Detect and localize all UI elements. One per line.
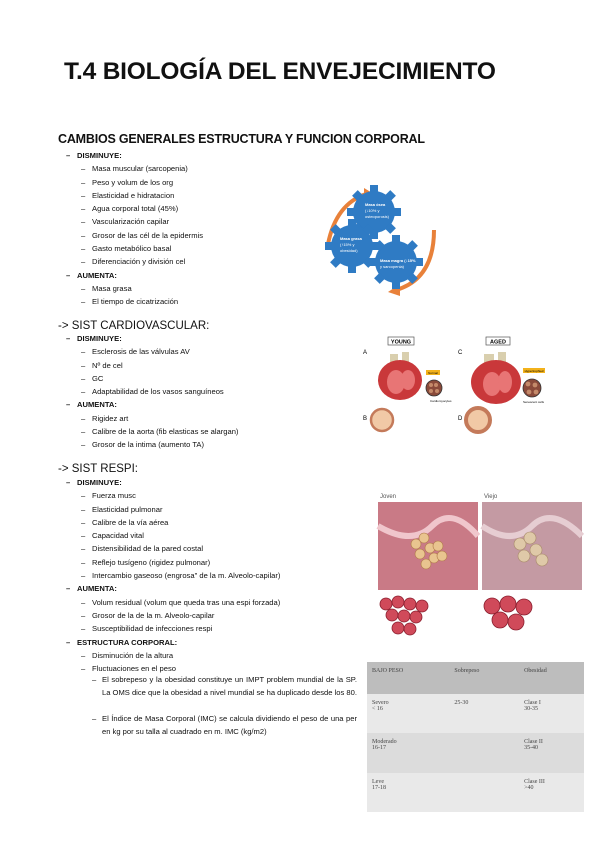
imc-paragraph: – El Índice de Masa Corporal (IMC) se calcula dividiendo el peso de una per en kg por su talla al cuadrado en m. IMC (kg/m2)	[92, 714, 357, 736]
cardio-disminuye-list	[66, 345, 356, 398]
imc-cell: Moderado 16-17	[367, 733, 449, 772]
respi-disminuye-list	[66, 489, 356, 582]
aged-cells	[523, 379, 541, 397]
general-disminuye-heading: – DISMINUYE:	[66, 151, 122, 160]
heart-young-aged-figure	[360, 336, 558, 434]
list-item: – Susceptibilidad de infecciones respi	[81, 624, 213, 634]
young-vessel	[371, 409, 393, 431]
gear3-line2: y sarcopenia)	[380, 264, 405, 269]
general-aumenta-list	[66, 282, 356, 309]
cardio-disminuye-heading: – DISMINUYE:	[66, 334, 122, 343]
imc-cell: 25-30	[449, 694, 519, 733]
list-item: – Agua corporal total (45%)	[81, 204, 179, 214]
list-item: – Grosor de la intima (aumento TA)	[81, 440, 204, 450]
list-item: – Grosor de la de la m. Alveolo-capilar	[81, 610, 215, 620]
list-item: – El tiempo de cicatrización	[81, 297, 179, 307]
estructura-heading: – ESTRUCTURA CORPORAL:	[66, 637, 178, 647]
gear1-line2: (↓10% y	[365, 208, 380, 213]
imc-cell	[449, 733, 519, 772]
list-item: – Fuerza musc	[81, 491, 136, 501]
imc-header: Sobrepeso	[449, 662, 519, 694]
general-disminuye-list	[66, 162, 356, 268]
list-item: – Esclerosis de las válvulas AV	[81, 347, 190, 357]
list-item: – Masa muscular (sarcopenia)	[81, 164, 188, 174]
list-item: – Capacidad vital	[81, 531, 144, 541]
aged-cells-caption: Senescent cells	[523, 400, 545, 404]
young-cells-caption: Cardiomyocytes	[430, 399, 452, 403]
list-item: – Elasticidad e hidratacion	[81, 190, 175, 200]
gear2-line3: obesidad)	[340, 248, 358, 253]
imc-cell: Clase I 30-35	[519, 694, 584, 733]
young-heart	[378, 352, 422, 400]
cardio-list	[66, 332, 356, 452]
section-respi-title: -> SIST RESPI:	[58, 463, 138, 475]
respi-aumenta-heading: – AUMENTA:	[66, 584, 117, 594]
imc-table	[367, 662, 584, 812]
imc-header: BAJO PESO	[367, 662, 449, 694]
list-item: – Rigidez art	[81, 413, 129, 423]
imc-cell: Clase III >40	[519, 773, 584, 812]
imc-row	[367, 773, 584, 812]
list-item: – Adaptabilidad de los vasos sanguíneos	[81, 387, 224, 397]
list-item: – Elasticidad pulmonar	[81, 504, 163, 514]
list-item: – Vascularización capilar	[81, 217, 170, 227]
young-label: YOUNG	[390, 339, 412, 346]
page-title: T.4 BIOLOGÍA DEL ENVEJECIMIENTO	[64, 58, 496, 85]
list-item: – Distensibilidad de la pared costal	[81, 544, 204, 554]
list-item: – Diferenciación y división cel	[81, 257, 186, 267]
panel-d-label: D	[458, 416, 463, 422]
list-item: – Peso y volum de los org	[81, 177, 174, 187]
panel-c-label: C	[458, 350, 463, 356]
young-cells	[426, 380, 442, 396]
list-item: – Disminución de la altura	[81, 650, 174, 660]
cardio-aumenta-heading: – AUMENTA:	[66, 400, 117, 410]
imc-row	[367, 694, 584, 733]
list-item: – Reflejo tusígeno (rigidez pulmonar)	[81, 557, 211, 567]
respi-list	[66, 476, 356, 675]
general-list	[66, 149, 356, 309]
estructura-list	[66, 649, 356, 676]
aged-vessel	[466, 408, 490, 432]
svg-text:Normal: Normal	[428, 370, 438, 375]
general-aumenta-heading: – AUMENTA:	[66, 270, 117, 280]
panel-b-label: B	[363, 416, 368, 422]
imc-cell	[449, 773, 519, 812]
respi-aumenta-list	[66, 596, 356, 636]
aged-heart	[471, 352, 521, 404]
imc-cell: Severo < 16	[367, 694, 449, 733]
joven-label: Joven	[380, 494, 397, 500]
imc-cell: Clase II 35-40	[519, 733, 584, 772]
list-item: – Masa grasa	[81, 283, 132, 293]
body-composition-gears-figure	[316, 184, 438, 296]
gear2-line2: (↑15% y	[340, 242, 355, 247]
joven-cross-section	[380, 596, 428, 635]
gear2-line1: Masa grasa	[340, 236, 362, 241]
list-item: – Nº de cel	[81, 360, 123, 370]
list-item: – Grosor de las cél de la epidermis	[81, 230, 204, 240]
list-item: – Calibre de la vía aérea	[81, 517, 169, 527]
viejo-cross-section	[484, 596, 532, 630]
svg-text:Hypertrophied: Hypertrophied	[524, 368, 544, 373]
gear3-line1: Masa magra (↓15%	[380, 258, 416, 263]
list-item: – Fluctuaciones en el peso	[81, 664, 177, 674]
lung-joven-viejo-figure	[372, 486, 588, 648]
cardio-aumenta-list	[66, 412, 356, 452]
gear1-line1: Masa ósea	[365, 202, 386, 207]
list-item: – GC	[81, 373, 104, 383]
imc-row	[367, 733, 584, 772]
panel-a-label: A	[363, 350, 368, 356]
aged-label: AGED	[490, 339, 506, 346]
obesity-paragraph: – El sobrepeso y la obesidad constituye un IMPT problem mundial de la SP. La OMS dice que la obesidad a nivel mundial se ha duplicado desde los 80.	[92, 675, 357, 697]
list-item: – Intercambio gaseoso (engrosa" de la m. Alveolo-capilar)	[81, 571, 281, 581]
list-item: – Calibre de la aorta (fib elasticas se alargan)	[81, 427, 239, 437]
imc-header-row	[367, 662, 584, 694]
imc-cell: Leve 17-18	[367, 773, 449, 812]
list-item: – Gasto metabólico basal	[81, 244, 172, 254]
viejo-label: Viejo	[484, 494, 498, 500]
list-item: – Volum residual (volum que queda tras una espi forzada)	[81, 597, 281, 607]
gear1-line3: osteoporosis)	[365, 214, 390, 219]
section-general-title: CAMBIOS GENERALES ESTRUCTURA Y FUNCION CORPORAL	[58, 132, 425, 146]
respi-disminuye-heading: – DISMINUYE:	[66, 478, 122, 487]
section-cardio-title: -> SIST CARDIOVASCULAR:	[58, 320, 210, 332]
imc-header: Obesidad	[519, 662, 584, 694]
